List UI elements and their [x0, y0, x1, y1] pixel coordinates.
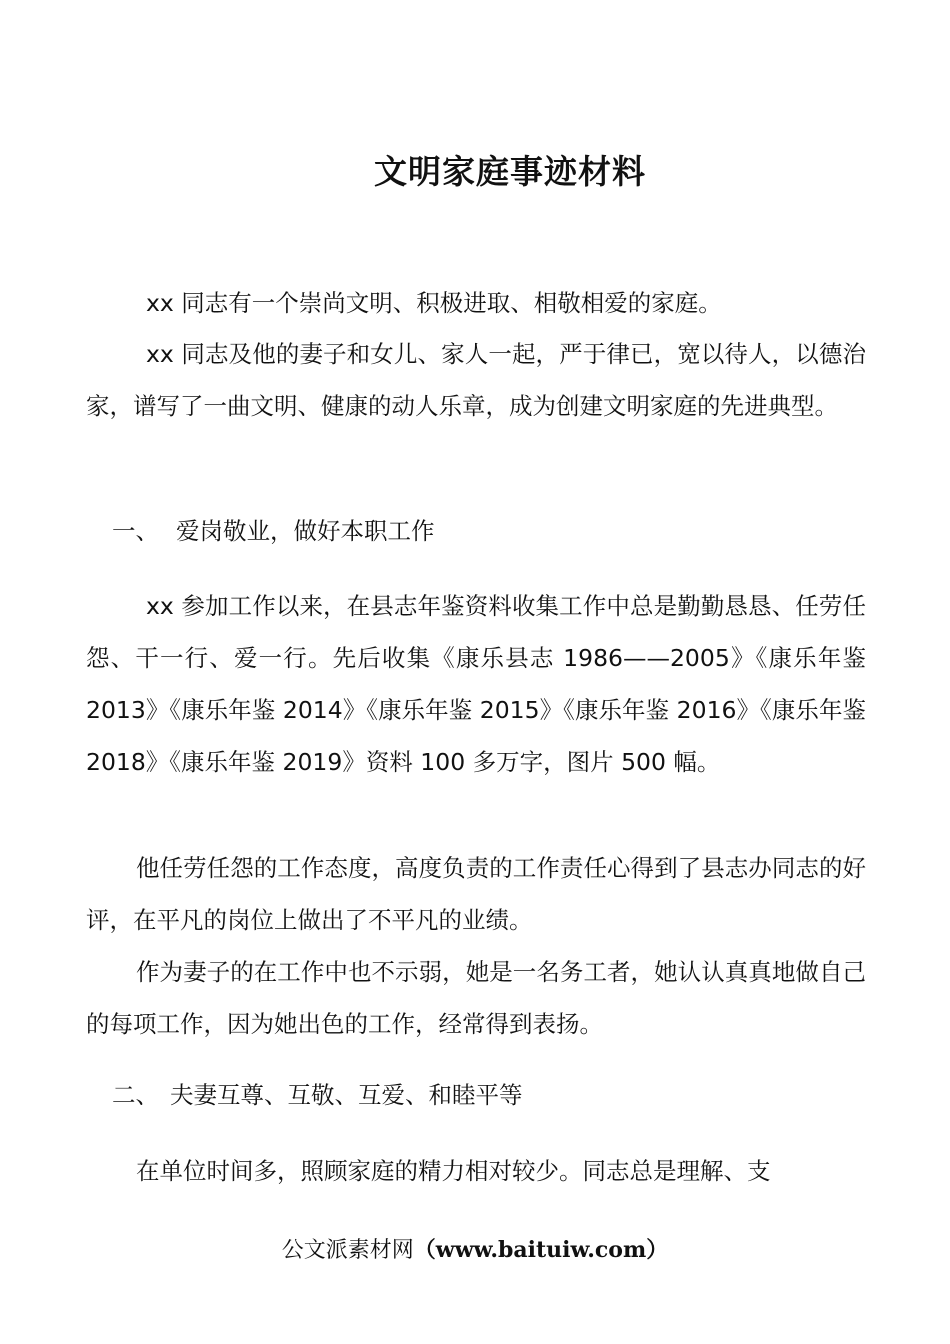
footer-watermark [0, 1233, 950, 1264]
paragraph-work: xx 参加工作以来，在县志年鉴资料收集工作中总是勤勤恳恳、任劳任怨、干一行、爱一行。先后收集《康乐县志 1986——2005》《康乐年鉴 2013》《康乐年鉴 2014》《康乐年鉴 2015》《康乐年鉴 2016》《康乐年鉴 2018》《康乐年鉴 2019》资料 100 多万字，图片 500 幅。 [86, 592, 866, 776]
section-heading-1 [112, 505, 892, 557]
footer-site-name: 公文派素材网 [281, 1238, 414, 1263]
paragraph-wife: 作为妻子的在工作中也不示弱，她是一名务工者，她认认真真地做自己的每项工作，因为她出色的工作，经常得到表扬。 [86, 958, 866, 1038]
paragraph-family: xx 同志及他的妻子和女儿、家人一起，严于律已，宽以待人，以德治家，谱写了一曲文明、健康的动人乐章，成为创建文明家庭的先进典型。 [86, 340, 866, 420]
section-title-1: 爱岗敬业，做好本职工作 [176, 517, 435, 545]
section-number-2: 二、 [112, 1081, 159, 1109]
section-heading-2 [112, 1069, 892, 1121]
footer-url: （www.baituiw.com） [413, 1237, 669, 1263]
paragraph-unit-time: 在单位时间多，照顾家庭的精力相对较少。同志总是理解、支 [136, 1157, 771, 1185]
document-title: 文明家庭事迹材料 [374, 152, 646, 191]
paragraph-intro: xx 同志有一个崇尚文明、积极进取、相敬相爱的家庭。 [146, 289, 722, 317]
paragraph-attitude: 他任劳任怨的工作态度，高度负责的工作责任心得到了县志办同志的好评，在平凡的岗位上做出了不平凡的业绩。 [86, 854, 866, 934]
section-number-1: 一、 [112, 517, 159, 545]
section-title-2: 夫妻互尊、互敬、互爱、和睦平等 [170, 1081, 523, 1109]
